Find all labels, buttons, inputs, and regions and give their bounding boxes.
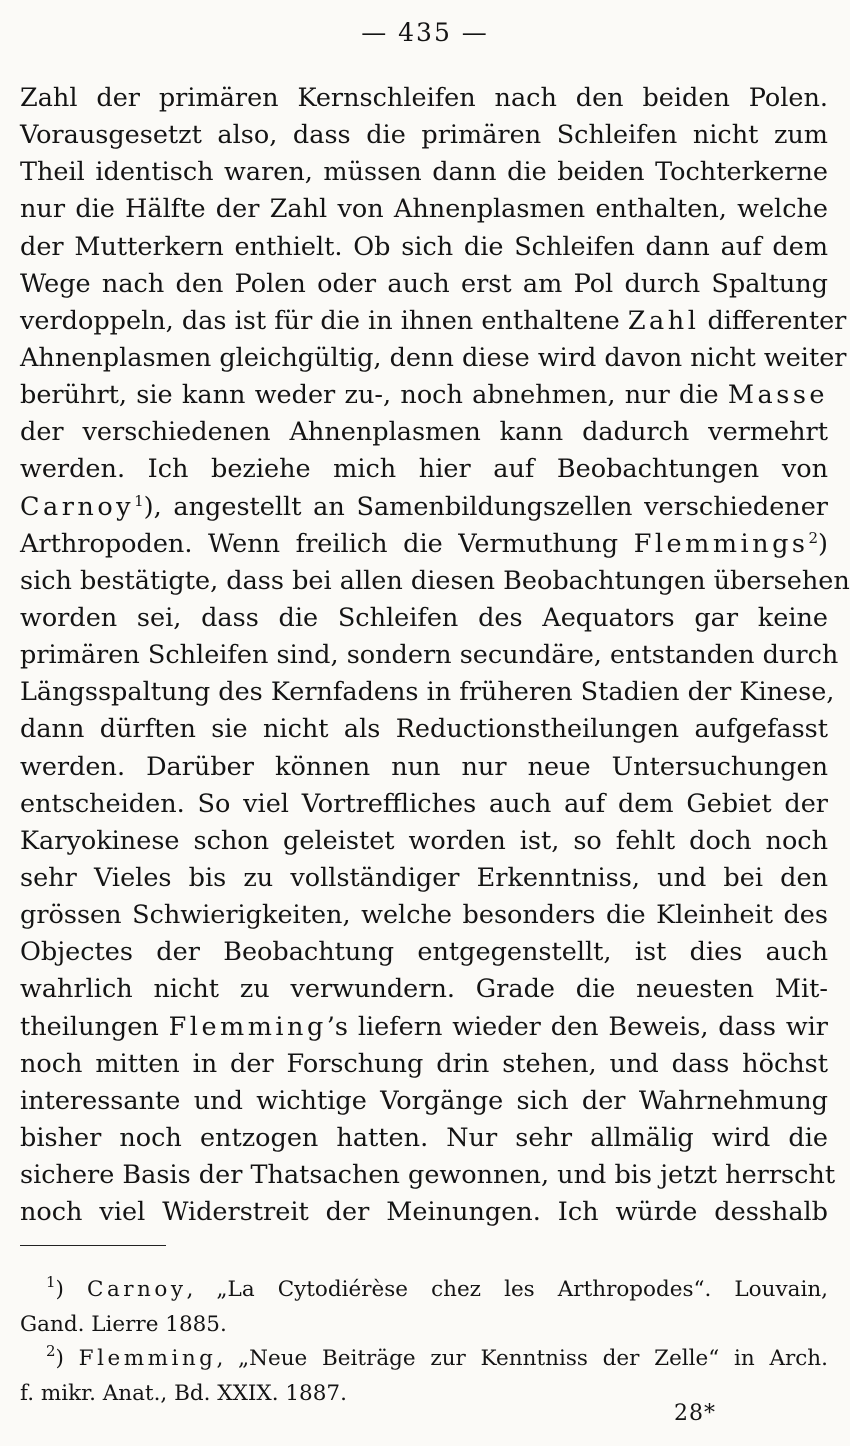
signature-mark: 28* (674, 1401, 716, 1426)
text-line: bisher noch entzogen hatten. Nur sehr allmälig wird die (20, 1122, 828, 1153)
text-line: wahrlich nicht zu verwundern. Grade die neuesten Mit- (20, 974, 828, 1005)
text-line: sichere Basis der Thatsachen gewonnen, und bis jetzt herrscht (20, 1160, 836, 1191)
footnote-ref: 1 (134, 491, 144, 510)
text-line: interessante und wichtige Vorgänge sich der Wahrnehmung (20, 1085, 828, 1116)
text-line: nur die Hälfte der Zahl von Ahnenplasmen enthalten, welche (20, 194, 828, 225)
footnotes (20, 1273, 828, 1411)
text-line: der Mutterkern enthielt. Ob sich die Schleifen dann auf dem (20, 231, 828, 262)
footnote-continuation: f. mikr. Anat., Bd. XXIX. 1887. (20, 1380, 347, 1406)
text-line: der verschiedenen Ahnenplasmen kann dadurch vermehrt (20, 417, 828, 448)
page-number: — 435 — (361, 18, 489, 47)
text-line: grössen Schwierigkeiten, welche besonders die Kleinheit des (20, 900, 828, 931)
text-line: verdoppeln, das ist für die in ihnen enthaltene Zahl differenter (20, 305, 847, 336)
footnote-continuation: Gand. Lierre 1885. (20, 1311, 227, 1337)
footnote-marker: 1 (46, 1273, 56, 1291)
text-line: Längsspaltung des Kernfadens in früheren Stadien der Kinese, (20, 677, 835, 708)
text-line: sich bestätigte, dass bei allen diesen Beobachtungen übersehen (20, 565, 850, 596)
footnote-ref: 2 (808, 528, 819, 547)
text-line: Arthropoden. Wenn freilich die Vermuthung Flemmings$^2$) (20, 528, 828, 559)
text-line: sehr Vieles bis zu vollständiger Erkenntniss, und bei den (20, 862, 828, 893)
spaced-name: Carnoy (20, 491, 135, 522)
text-line: primären Schleifen sind, sondern secundäre, entstanden durch (20, 640, 839, 671)
body-text (20, 80, 850, 1231)
text-line: werden. Ich beziehe mich hier auf Beobachtungen von (20, 454, 828, 485)
footnote-marker: 2 (46, 1342, 56, 1360)
spaced-name: Zahl (627, 305, 700, 336)
text-line: Objectes der Beobachtung entgegenstellt, ist dies auch (20, 937, 828, 968)
text-line: berührt, sie kann weder zu-, noch abnehmen, nur die Masse (20, 380, 828, 411)
text-line: Vorausgesetzt also, dass die primären Schleifen nicht zum (20, 120, 828, 151)
text-line: dann dürften sie nicht als Reductionstheilungen aufgefasst (20, 714, 828, 745)
spaced-name: Masse (727, 380, 828, 411)
footnote-divider (20, 1245, 166, 1246)
text-line: theilungen Flemming’s liefern wieder den Beweis, dass wir (20, 1011, 828, 1042)
spaced-name: Flemming (168, 1011, 327, 1042)
footnote-line: $^2$) Flemming, „Neue Beiträge zur Kenntniss der Zelle“ in Arch. (46, 1342, 828, 1371)
text-line: noch mitten in der Forschung drin stehen, und dass höchst (20, 1048, 828, 1079)
text-line: Zahl der primären Kernschleifen nach den beiden Polen. (20, 83, 828, 113)
text-line: Karyokinese schon geleistet worden ist, so fehlt doch noch (20, 825, 828, 856)
spaced-name: Flemmings (633, 528, 809, 559)
text-line: Wege nach den Polen oder auch erst am Pol durch Spaltung (20, 268, 828, 299)
text-line: Theil identisch waren, müssen dann die beiden Tochterkerne (20, 157, 828, 188)
text-line: werden. Darüber können nun nur neue Untersuchungen (20, 751, 828, 782)
text-line: Ahnenplasmen gleichgültig, denn diese wird davon nicht weiter (20, 342, 847, 373)
text-line: Carnoy$^1$), angestellt an Samenbildungszellen verschiedener (20, 491, 828, 522)
text-line: worden sei, dass die Schleifen des Aequators gar keine (20, 602, 828, 633)
text-line: noch viel Widerstreit der Meinungen. Ich würde desshalb (20, 1197, 828, 1228)
footnote-author: Carnoy (87, 1277, 187, 1302)
footnote-author: Flemming (78, 1346, 217, 1371)
footnote-line: $^1$) Carnoy, „La Cytodiérèse chez les Arthropodes“. Louvain, (46, 1273, 828, 1302)
text-line: entscheiden. So viel Vortreffliches auch auf dem Gebiet der (20, 788, 828, 819)
